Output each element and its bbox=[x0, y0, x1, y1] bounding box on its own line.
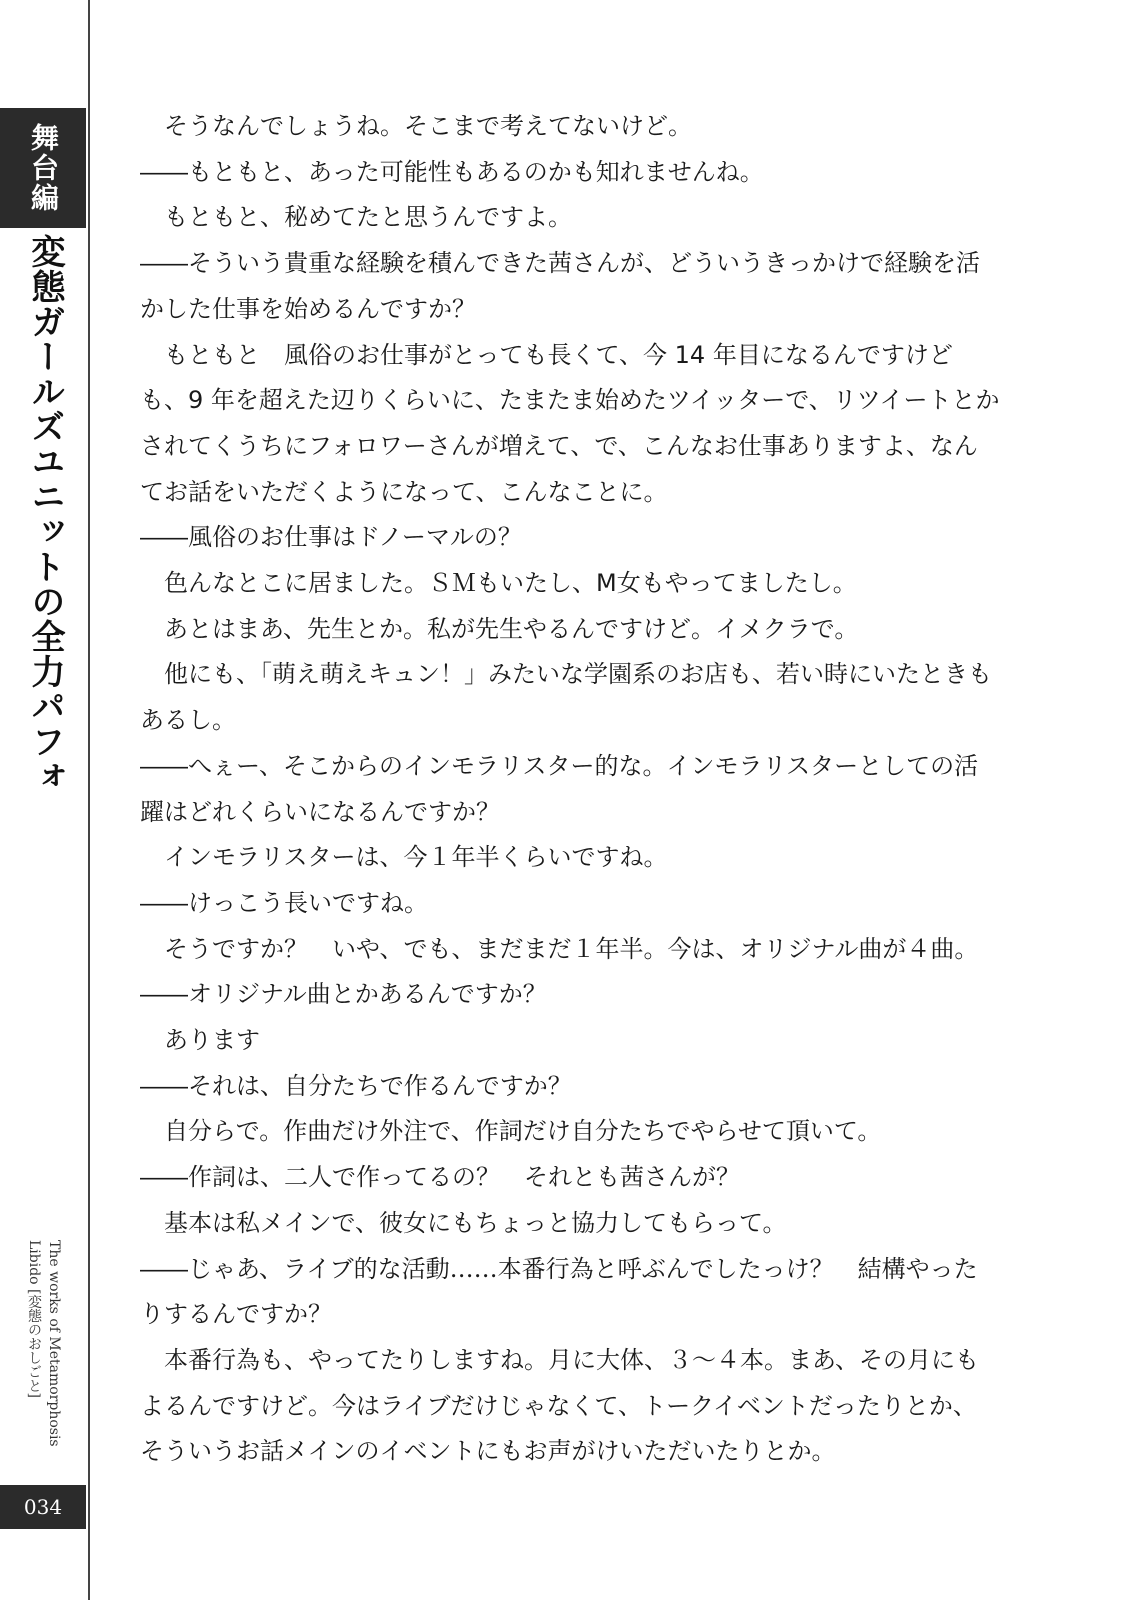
interviewer-question: ――けっこう長いですね。 bbox=[140, 888, 428, 917]
interviewer-question: ――へぇー、そこからのインモラリスター的な。インモラリスターとしての活躍はどれくらいになるんですか？ bbox=[140, 751, 979, 826]
margin-rule bbox=[88, 0, 90, 1600]
interviewee-answer: 他にも、「萌え萌えキュン！」みたいな学園系のお店も、若い時にいたときもあるし。 bbox=[140, 660, 992, 735]
interviewee-answer: そうなんでしょうね。そこまで考えてないけど。 bbox=[164, 112, 692, 140]
interviewee-answer: インモラリスターは、今１年半くらいですね。 bbox=[164, 843, 668, 872]
interviewer-question: ――じゃあ、ライブ的な活動……本番行為と呼ぶんでしたっけ？ 結構やったりするんですか？ bbox=[140, 1254, 978, 1329]
interviewee-answer: 色んなとこに居ました。ＳＭもいたし、M女もやってましたし。 bbox=[164, 569, 857, 598]
interviewer-question: ――それは、自分たちで作るんですか？ bbox=[140, 1071, 572, 1100]
interviewee-answer: 自分らで。作曲だけ外注で、作詞だけ自分たちでやらせて頂いて。 bbox=[164, 1117, 882, 1146]
section-label: 舞台編 bbox=[27, 123, 60, 213]
interviewer-question: ――そういう貴重な経験を積んできた茜さんが、どういうきっかけで経験を活かした仕事を始めるんですか？ bbox=[140, 249, 980, 323]
page-number: 034 bbox=[0, 1485, 86, 1529]
interviewee-answer: あとはまあ、先生とか。私が先生やるんですけど。イメクラで。 bbox=[164, 614, 859, 643]
interviewer-question: ――オリジナル曲とかあるんですか？ bbox=[140, 980, 547, 1009]
interviewer-question: ――風俗のお仕事はドノーマルの？ bbox=[140, 523, 522, 552]
interviewee-answer: もともと 風俗のお仕事がとっても長くて、今 14 年目になるんですけども、9 年を超えた辺りくらいに、たまたま始めたツイッターで、リツイートとかされてくうちにフォロワーさんが増えて、で、こんなお仕事ありますよ、なんてお話をいただくようになって、こんなことに。 bbox=[140, 340, 1000, 506]
interview-body bbox=[140, 104, 1000, 1475]
interviewee-answer: もともと、秘めてたと思うんですよ。 bbox=[164, 203, 572, 232]
interviewer-question: ――作詞は、二人で作ってるの？ それとも茜さんが？ bbox=[140, 1163, 740, 1192]
interviewee-answer: そうですか？ いや、でも、まだまだ１年半。今は、オリジナル曲が４曲。 bbox=[164, 934, 979, 963]
interviewee-answer: 基本は私メインで、彼女にもちょっと協力してもらって。 bbox=[164, 1208, 787, 1237]
section-tab bbox=[0, 108, 86, 228]
series-title: The works of Metamorphosis Libido [変態のおしごと] bbox=[26, 1240, 62, 1447]
chapter-title: 変態ガールズユニットの全力パフォ bbox=[25, 234, 65, 794]
interviewer-question: ――もともと、あった可能性もあるのかも知れませんね。 bbox=[140, 157, 764, 186]
interviewee-answer: あります bbox=[164, 1026, 260, 1055]
interviewee-answer: 本番行為も、やってたりしますね。月に大体、３～４本。まあ、その月にもよるんですけど。今はライブだけじゃなくて、トークイベントだったりとか、そういうお話メインのイベントにもお声がけいただいたりとか。 bbox=[140, 1345, 980, 1466]
